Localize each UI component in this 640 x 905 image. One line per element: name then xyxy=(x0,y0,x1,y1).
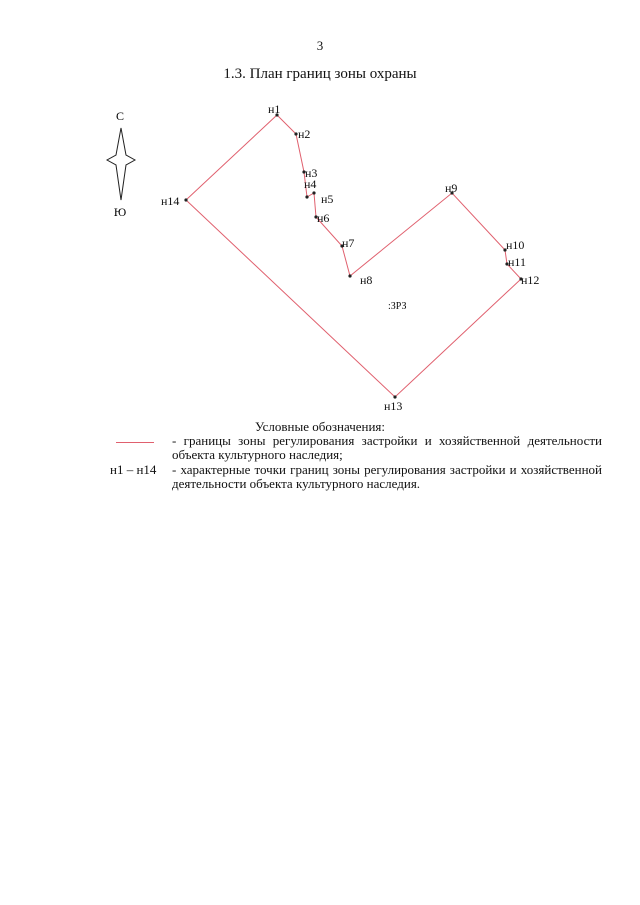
point-label-n5: н5 xyxy=(321,192,334,206)
point-label-n1: н1 xyxy=(268,102,281,116)
point-label-n8: н8 xyxy=(360,273,373,287)
point-marker-n8 xyxy=(348,274,351,277)
legend-text-points: - характерные точки границ зоны регулирования застройки и хозяйственной деятельности объекта культурного наследия. xyxy=(172,462,602,491)
legend-item-points xyxy=(110,463,602,491)
point-label-n6: н6 xyxy=(317,211,330,225)
point-label-n10: н10 xyxy=(506,238,525,252)
section-title: 1.3. План границ зоны охраны xyxy=(223,66,417,82)
boundary-plan xyxy=(0,0,640,420)
point-marker-n14 xyxy=(184,198,187,201)
compass-rose-icon xyxy=(107,109,135,219)
compass-north-label: С xyxy=(115,109,125,123)
point-marker-n4 xyxy=(305,195,308,198)
point-label-n14: н14 xyxy=(161,194,180,208)
zone-label: :ЗРЗ xyxy=(388,301,407,312)
legend-heading: Условные обозначения: xyxy=(254,419,386,434)
point-label-n7: н7 xyxy=(342,236,355,250)
point-marker-n5 xyxy=(312,191,315,194)
point-label-n9: н9 xyxy=(445,181,458,195)
legend-item-boundary xyxy=(110,434,602,462)
point-label-n13: н13 xyxy=(384,399,403,413)
point-label-n2: н2 xyxy=(298,127,311,141)
page-number: 3 xyxy=(316,38,324,53)
point-label-n4: н4 xyxy=(304,177,317,191)
compass-star-icon xyxy=(107,128,135,200)
red-line-symbol xyxy=(116,442,154,443)
legend-key-points: н1 – н14 xyxy=(110,462,157,477)
point-label-n11: н11 xyxy=(508,255,526,269)
boundary-points xyxy=(184,113,525,398)
point-label-n12: н12 xyxy=(521,273,540,287)
zone-boundary xyxy=(186,115,521,397)
legend-text-boundary: - границы зоны регулирования застройки и хозяйственной деятельности объекта культурного наследия; xyxy=(172,433,602,462)
point-label-n3: н3 xyxy=(305,166,318,180)
compass-south-label: Ю xyxy=(113,205,127,219)
